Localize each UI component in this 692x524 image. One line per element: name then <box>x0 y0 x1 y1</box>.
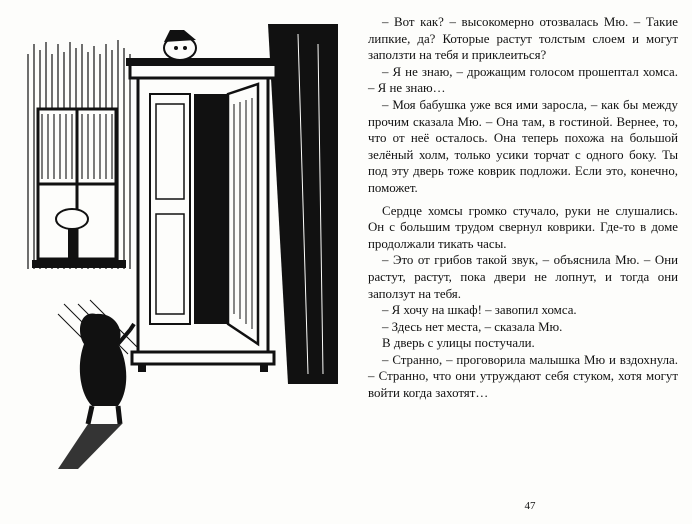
paragraph-3: – Моя бабушка уже вся ими заросла, – как бы между прочим сказала Мю. – Она там, в гостиной. Вернее, то, что от неё осталось. Она теперь похожа на большой зелёный холм, только усики торчат с одного боку. Ты под эту дверь тоже коврик подложи. Если это, конечно, поможет. <box>368 97 678 195</box>
paragraph-1: – Вот как? – высокомерно отозвалась Мю. – Такие липкие, да? Которые растут толстым слоем и могут заползти на тебя и приклеиться? <box>368 15 678 63</box>
paragraph-6: – Я хочу на шкаф! – завопил хомса. <box>382 303 577 318</box>
page-number-wrap <box>0 500 692 512</box>
paragraph-4: Сердце хомсы громко стучало, руки не слушались. Он с большим трудом свернул коврики. Где-то в доме продолжали тикать часы. <box>368 203 678 251</box>
text-column <box>368 14 678 402</box>
paragraph-7: – Здесь нет места, – сказала Мю. <box>382 319 563 334</box>
paragraph-8: В дверь с улицы постучали. <box>382 336 535 351</box>
paragraph-5: – Это от грибов такой звук, – объяснила Мю. – Они растут, растут, пока двери не лопнут, и тогда они заползут на тебя. <box>368 253 678 301</box>
paragraph-2: – Я не знаю, – дрожащим голосом прошептал хомса. – Я не знаю… <box>368 64 678 96</box>
paragraph-9: – Странно, – проговорила малышка Мю и вздохнула. – Странно, что они утруждают себя стуком, хотя могут войти когда захотят… <box>368 352 678 401</box>
ink-illustration <box>18 14 338 474</box>
page-number: 47 <box>524 500 536 512</box>
